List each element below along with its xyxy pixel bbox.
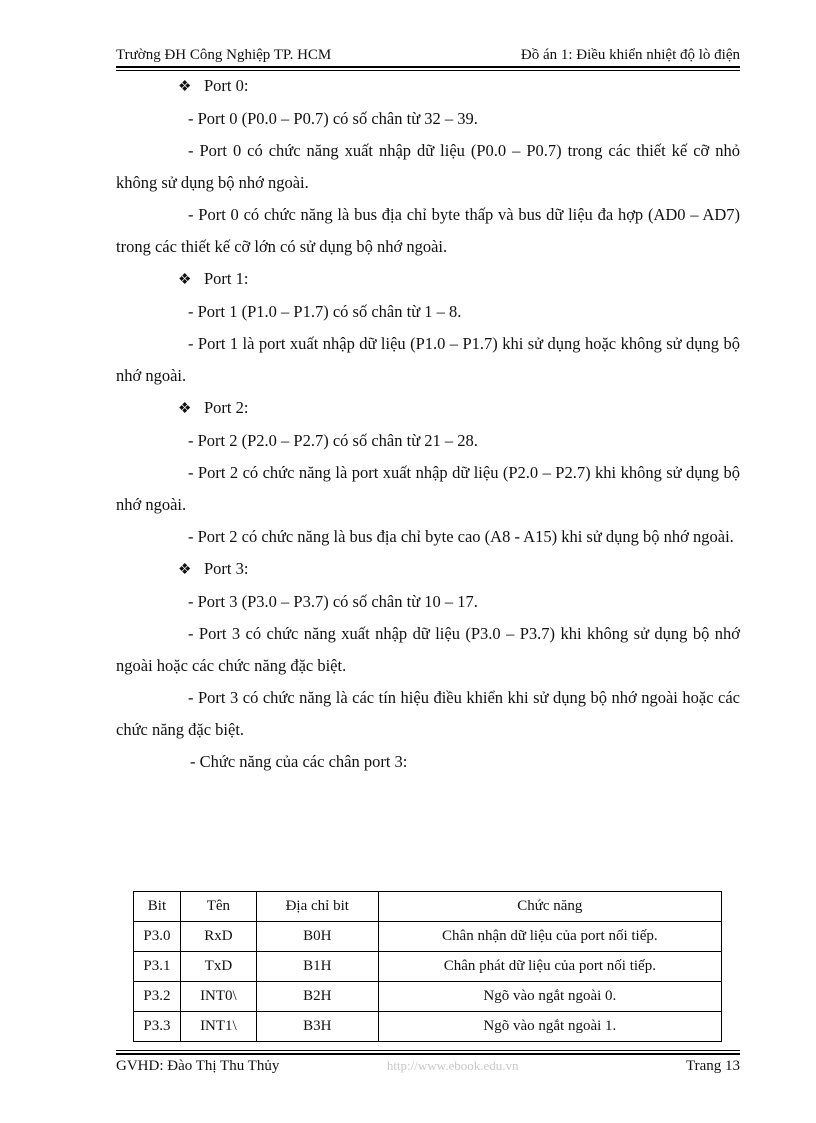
table-cell: INT1\ (180, 1012, 256, 1042)
table-cell: Ngõ vào ngắt ngoài 1. (378, 1012, 721, 1042)
paragraph: - Port 2 có chức năng là bus địa chỉ byte cao (A8 - A15) khi sử dụng bộ nhớ ngoài. (188, 527, 734, 546)
paragraph: - Port 0 có chức năng là bus địa chỉ byte thấp và bus dữ liệu đa hợp (AD0 – AD7) trong các thiết kế cỡ lớn có sử dụng bộ nhớ ngoài. (116, 205, 740, 256)
footer-instructor: GVHD: Đào Thị Thu Thủy (116, 1058, 280, 1074)
column-header: Tên (180, 892, 256, 922)
section-title: ❖ Port 2: (116, 392, 740, 425)
diamond-bullet-icon: ❖ (178, 562, 192, 578)
table-cell: B0H (256, 922, 378, 952)
table-row (134, 922, 722, 952)
section-title: ❖ Port 0: (116, 70, 740, 103)
page-number: Trang 13 (685, 1058, 740, 1074)
port3-function-table (133, 891, 722, 1042)
paragraph: - Port 0 có chức năng xuất nhập dữ liệu (P0.0 – P0.7) trong các thiết kế cỡ nhỏ không sử dụng bộ nhớ ngoài. (116, 141, 740, 192)
footer-divider (116, 1053, 740, 1055)
paragraph: - Port 3 có chức năng là các tín hiệu điều khiển khi sử dụng bộ nhớ ngoài hoặc các chức năng đặc biệt. (116, 688, 740, 739)
table-cell: P3.2 (134, 982, 181, 1012)
header-school: Trường ĐH Công Nghiệp TP. HCM (116, 47, 332, 63)
paragraph: - Port 0 (P0.0 – P0.7) có số chân từ 32 – 39. (188, 109, 478, 128)
table-cell: TxD (180, 952, 256, 982)
column-header: Địa chỉ bit (256, 892, 378, 922)
page-header (116, 47, 740, 68)
paragraph: - Port 2 có chức năng là port xuất nhập dữ liệu (P2.0 – P2.7) khi không sử dụng bộ nhớ ngoài. (116, 463, 740, 514)
table-header-row (134, 892, 722, 922)
section-title: ❖ Port 3: (116, 553, 740, 586)
table-cell: B3H (256, 1012, 378, 1042)
table-cell: INT0\ (180, 982, 256, 1012)
table-cell: RxD (180, 922, 256, 952)
table-row (134, 952, 722, 982)
page-footer (116, 1058, 740, 1075)
paragraph: - Port 3 có chức năng xuất nhập dữ liệu (P3.0 – P3.7) khi không sử dụng bộ nhớ ngoài hoặc các chức năng đặc biệt. (116, 624, 740, 675)
table-cell: P3.3 (134, 1012, 181, 1042)
header-project-title: Đồ án 1: Điều khiển nhiệt độ lò điện (520, 47, 740, 63)
paragraph: - Port 2 (P2.0 – P2.7) có số chân từ 21 – 28. (188, 431, 478, 450)
diamond-bullet-icon: ❖ (178, 79, 192, 95)
footer-watermark-link[interactable]: http://www.ebook.edu.vn (386, 1058, 519, 1073)
paragraph: - Port 1 (P1.0 – P1.7) có số chân từ 1 – 8. (188, 302, 462, 321)
table-cell: Chân phát dữ liệu của port nối tiếp. (378, 952, 721, 982)
table-cell: Ngõ vào ngắt ngoài 0. (378, 982, 721, 1012)
diamond-bullet-icon: ❖ (178, 272, 192, 288)
table-row (134, 982, 722, 1012)
table-cell: P3.0 (134, 922, 181, 952)
table-cell: P3.1 (134, 952, 181, 982)
table-row (134, 1012, 722, 1042)
column-header: Bit (134, 892, 181, 922)
table-cell: B1H (256, 952, 378, 982)
column-header: Chức năng (378, 892, 721, 922)
section-title: ❖ Port 1: (116, 263, 740, 296)
document-body (116, 70, 740, 778)
table-intro: - Chức năng của các chân port 3: (190, 752, 408, 771)
diamond-bullet-icon: ❖ (178, 401, 192, 417)
footer-divider (116, 1050, 740, 1051)
table-cell: B2H (256, 982, 378, 1012)
paragraph: - Port 1 là port xuất nhập dữ liệu (P1.0 – P1.7) khi sử dụng hoặc không sử dụng bộ nhớ ngoài. (116, 334, 740, 385)
table-cell: Chân nhận dữ liệu của port nối tiếp. (378, 922, 721, 952)
paragraph: - Port 3 (P3.0 – P3.7) có số chân từ 10 – 17. (188, 592, 478, 611)
